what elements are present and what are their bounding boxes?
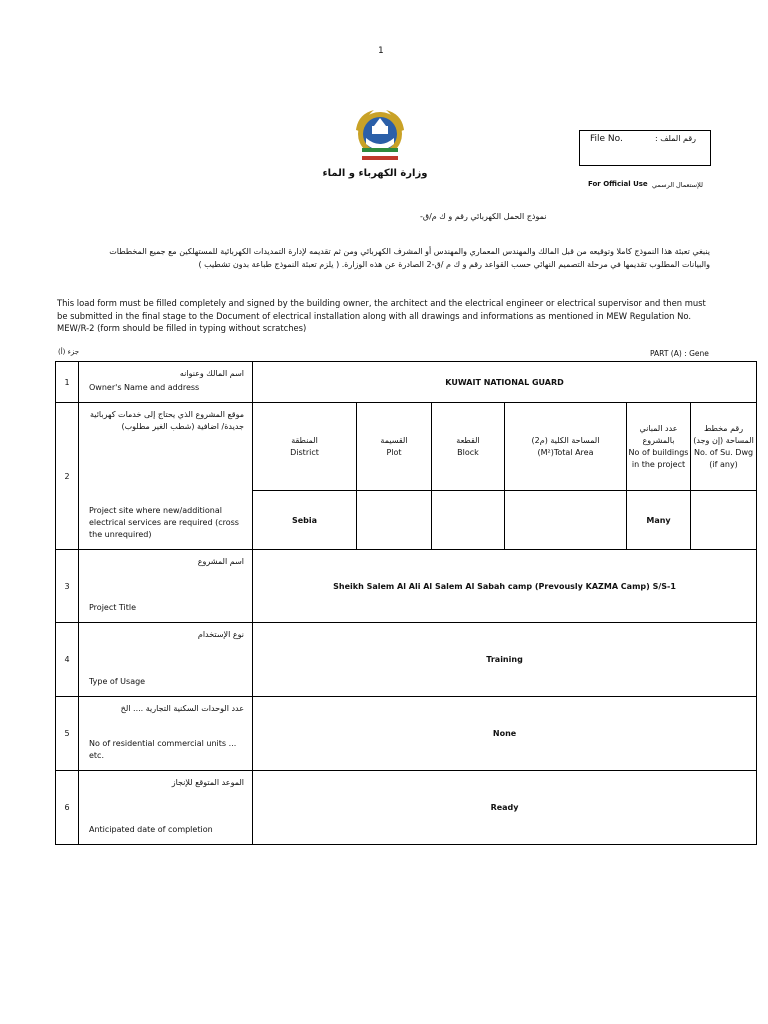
site-label-ar: موقع المشروع الذي يحتاج إلى خدمات كهربائية جديدة/ اضافية (شطب الغير مطلوب) <box>90 410 244 431</box>
usage-label-cell <box>79 623 253 697</box>
total-area-value[interactable] <box>505 491 627 550</box>
survey-dwg-header <box>691 403 757 491</box>
buildings-header-ar: عدد المباني بالمشروع <box>639 423 678 445</box>
survey-dwg-header-en: No. of Su. Dwg (if any) <box>693 447 754 469</box>
block-header-en: Block <box>457 447 479 457</box>
district-header-ar: المنطقة <box>291 435 318 445</box>
plot-header-ar: القسيمة <box>380 435 408 445</box>
form-title: نموذج الحمل الكهربائي رقم و ك م/ق- <box>420 212 547 221</box>
owner-label-cell <box>79 362 253 403</box>
block-header-ar: القطعة <box>456 435 480 445</box>
units-value[interactable]: None <box>253 697 757 771</box>
row-number: 4 <box>56 623 79 697</box>
row-number: 1 <box>56 362 79 403</box>
official-use-label: For Official Use <box>588 180 648 188</box>
plot-value[interactable] <box>357 491 432 550</box>
owner-label-ar: اسم المالك وعنوانه <box>179 369 244 378</box>
block-header <box>432 403 505 491</box>
file-number-label-ar: رقم الملف : <box>655 134 697 143</box>
district-value[interactable]: Sebia <box>253 491 357 550</box>
survey-dwg-value[interactable] <box>691 491 757 550</box>
site-label: Project site where new/additional electrical services are required (cross the unrequired) <box>89 506 239 539</box>
district-header <box>253 403 357 491</box>
plot-header <box>357 403 432 491</box>
block-value[interactable] <box>432 491 505 550</box>
total-area-header-en: (M²)Total Area <box>537 447 594 457</box>
instructions-english: This load form must be filled completely and signed by the building owner, the architect and the electrical engineer or electrical supervisor and then must be submitted in the final stage to the Document of electrical installation along with all drawings and informations as mentioned in MEW Regulation No. MEW/R-2 (form should be filled in typing without scratches) <box>57 298 706 333</box>
table-row <box>56 771 757 845</box>
project-title-label: Project Title <box>89 603 137 612</box>
file-number-label: File No. <box>590 134 623 144</box>
usage-label: Type of Usage <box>89 677 146 686</box>
row-number: 6 <box>56 771 79 845</box>
part-label-ar: جزء (أ) <box>58 348 80 356</box>
usage-value[interactable]: Training <box>253 623 757 697</box>
row-number: 3 <box>56 550 79 623</box>
completion-value[interactable]: Ready <box>253 771 757 845</box>
buildings-value[interactable]: Many <box>627 491 691 550</box>
table-row <box>56 403 757 491</box>
project-title-label-cell <box>79 550 253 623</box>
table-row <box>56 550 757 623</box>
load-form-table <box>55 361 757 845</box>
page-number: 1 <box>378 46 384 56</box>
units-label-ar: عدد الوحدات السكنية التجارية .... الخ <box>120 704 244 713</box>
owner-value[interactable]: KUWAIT NATIONAL GUARD <box>253 362 757 403</box>
table-row <box>56 362 757 403</box>
total-area-header-ar: المساحة الكلية (م2) <box>531 435 600 445</box>
instructions-arabic: ينبغي تعبئة هذا النموذج كاملا وتوقيعه من قبل المالك والمهندس المعماري والمهندس أو المشرف الكهربائي ومن ثم تقديمه لإدارة التمديدات الكهربائية للمستهلكين مع جميع المخططات والبيانات المطلوب تقديمها في مرحلة التصميم النهائي حسب القواعد رقم و ك م /ق-2 الصادرة عن هذه الوزارة. ( يلزم تعبئة النموذج طباعة بدون تشطيب ) <box>109 247 710 269</box>
plot-header-en: Plot <box>386 447 402 457</box>
district-header-en: District <box>290 447 319 457</box>
completion-label-cell <box>79 771 253 845</box>
official-use-label-ar: للإستعمال الرسمي <box>652 181 703 189</box>
ministry-name: وزارة الكهرباء و الماء <box>322 168 428 179</box>
project-title-value[interactable]: Sheikh Salem Al Ali Al Salem Al Sabah camp (Prevously KAZMA Camp) S/S-1 <box>253 550 757 623</box>
table-row <box>56 623 757 697</box>
buildings-header <box>627 403 691 491</box>
project-title-label-ar: اسم المشروع <box>197 557 244 566</box>
completion-label-ar: الموعد المتوقع للإنجاز <box>171 778 244 787</box>
units-label: No of residential commercial units ... etc. <box>89 739 237 760</box>
site-label-cell <box>79 403 253 550</box>
buildings-header-en: No of buildings in the project <box>628 447 689 469</box>
usage-label-ar: نوع الإستخدام <box>197 630 244 639</box>
part-label: PART (A) : Gene <box>650 349 709 358</box>
owner-label: Owner's Name and address <box>89 383 200 392</box>
row-number: 5 <box>56 697 79 771</box>
total-area-header <box>505 403 627 491</box>
table-row <box>56 697 757 771</box>
ministry-emblem <box>352 104 408 162</box>
survey-dwg-header-ar: رقم مخطط المساحة (إن وجد) <box>693 423 754 445</box>
units-label-cell <box>79 697 253 771</box>
row-number: 2 <box>56 403 79 550</box>
completion-label: Anticipated date of completion <box>89 825 213 834</box>
